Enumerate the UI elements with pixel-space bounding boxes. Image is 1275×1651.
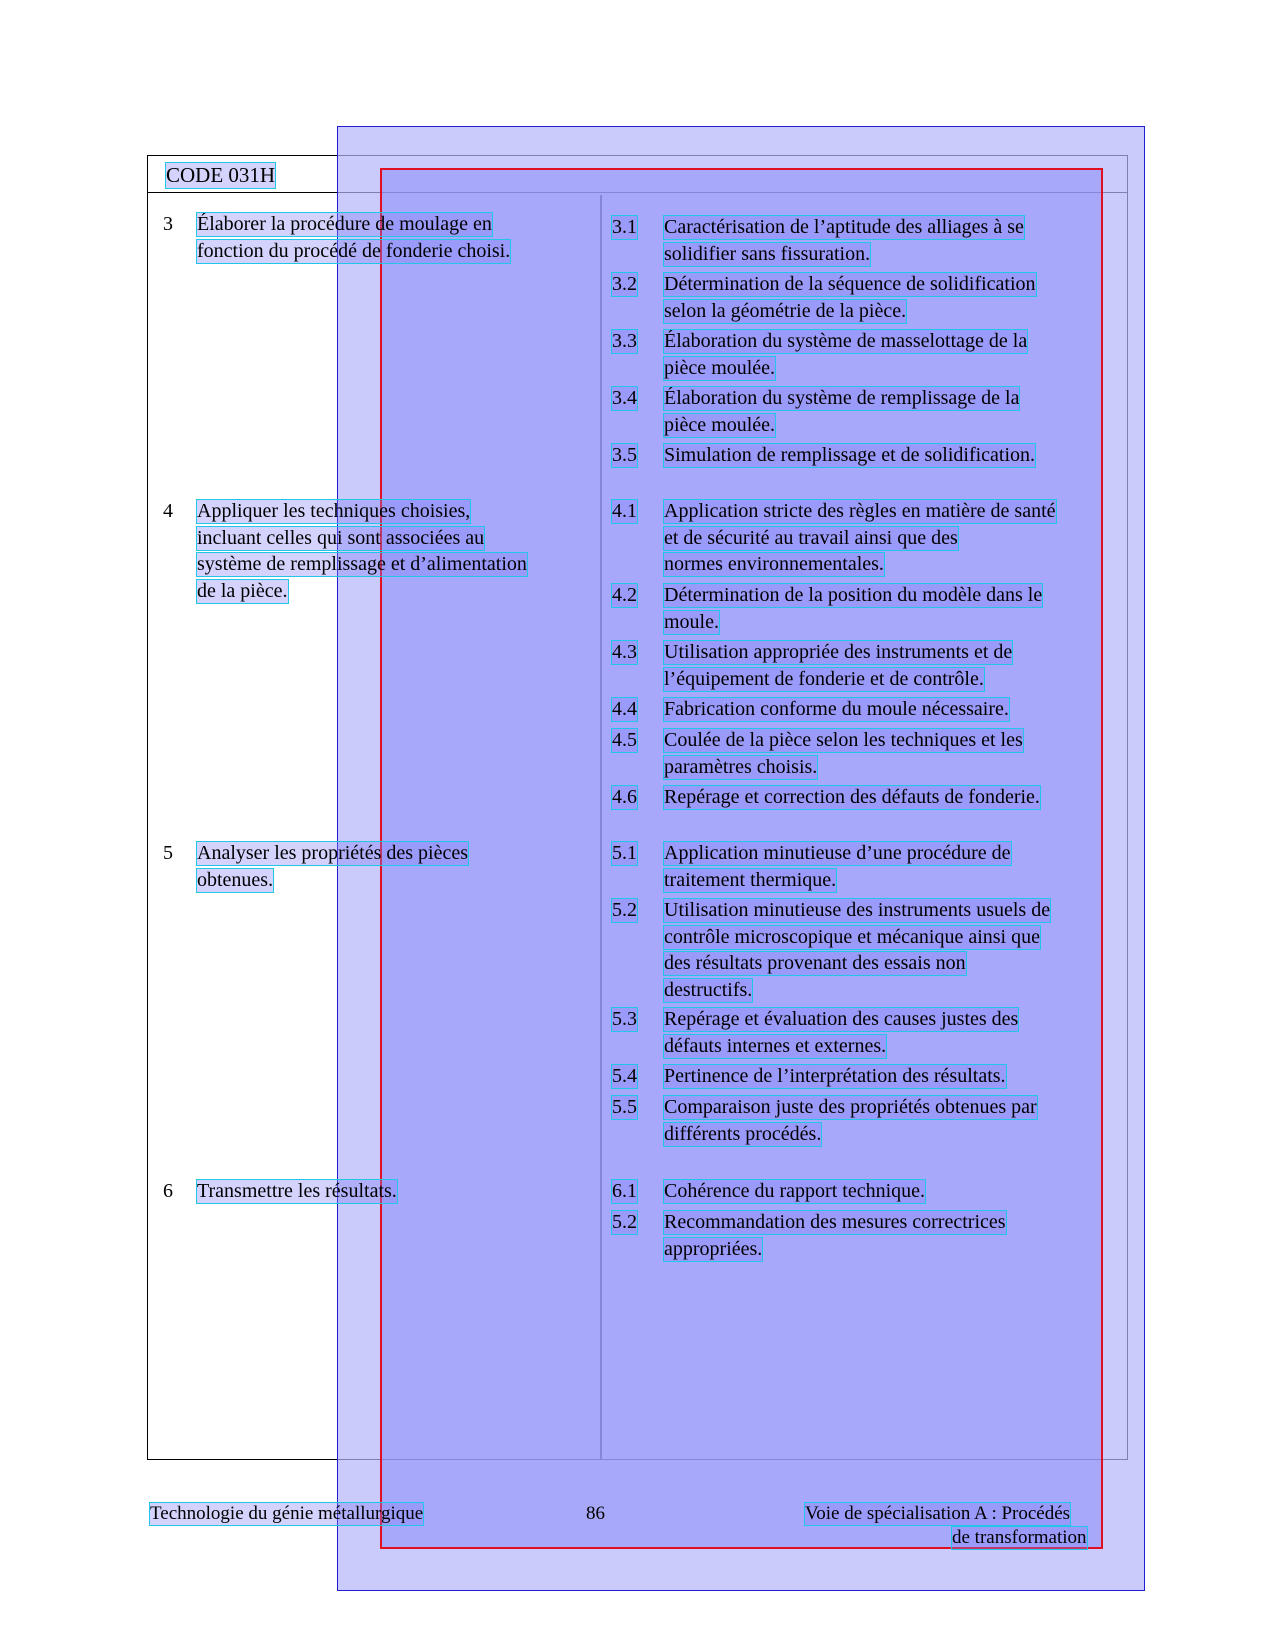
criterion-4-4 bbox=[612, 698, 1112, 725]
competency-text: Transmettre les résultats. bbox=[197, 1180, 397, 1202]
criterion-number: 5.3 bbox=[612, 1008, 637, 1030]
criterion-number: 4.2 bbox=[612, 584, 637, 606]
criterion-number: 4.4 bbox=[612, 698, 637, 720]
criterion-text: paramètres choisis. bbox=[664, 755, 818, 778]
footer-program-line2: de transformation bbox=[952, 1527, 1087, 1548]
criterion-4-5 bbox=[612, 729, 1112, 782]
criterion-text: appropriées. bbox=[664, 1237, 763, 1260]
criterion-number: 3.5 bbox=[612, 444, 637, 466]
criterion-text: solidifier sans fissuration. bbox=[664, 242, 871, 265]
criterion-6-1 bbox=[612, 1180, 1112, 1207]
competency-number: 5 bbox=[163, 842, 173, 864]
competency-text: Élaborer la procédure de moulage en bbox=[197, 213, 492, 235]
footer-title: Technologie du génie métallurgique bbox=[150, 1503, 424, 1524]
criterion-number: 4.6 bbox=[612, 786, 637, 808]
criterion-text: Application minutieuse d’une procédure de bbox=[664, 842, 1011, 864]
criterion-number: 4.3 bbox=[612, 641, 637, 663]
criterion-number: 4.1 bbox=[612, 500, 637, 522]
criterion-number: 5.4 bbox=[612, 1065, 637, 1087]
criterion-text: Utilisation minutieuse des instruments usuels de bbox=[664, 899, 1051, 921]
criterion-text: destructifs. bbox=[664, 978, 753, 1001]
criterion-text: Repérage et évaluation des causes justes des bbox=[664, 1008, 1019, 1030]
criterion-number: 5.1 bbox=[612, 842, 637, 864]
criterion-text: défauts internes et externes. bbox=[664, 1034, 887, 1057]
criterion-text: moule. bbox=[664, 610, 719, 633]
competency-number: 3 bbox=[163, 213, 173, 235]
competency-number: 4 bbox=[163, 500, 173, 522]
criterion-3-1 bbox=[612, 216, 1112, 269]
criterion-text: pièce moulée. bbox=[664, 413, 776, 436]
criterion-3-5 bbox=[612, 444, 1112, 471]
criterion-text: Repérage et correction des défauts de fonderie. bbox=[664, 786, 1040, 808]
criterion-number: 3.2 bbox=[612, 273, 637, 295]
criterion-number: 5.5 bbox=[612, 1096, 637, 1118]
criterion-5-5 bbox=[612, 1096, 1112, 1149]
criterion-text: des résultats provenant des essais non bbox=[664, 952, 966, 974]
criterion-text: traitement thermique. bbox=[664, 868, 837, 891]
criterion-text: normes environnementales. bbox=[664, 553, 884, 575]
criterion-text: contrôle microscopique et mécanique ainsi que bbox=[664, 925, 1040, 948]
criterion-text: Utilisation appropriée des instruments et de bbox=[664, 641, 1013, 663]
competency-text: système de remplissage et d’alimentation bbox=[197, 553, 527, 575]
criterion-number: 5.2 bbox=[612, 1211, 637, 1233]
criterion-number: 3.4 bbox=[612, 387, 637, 409]
criterion-text: Simulation de remplissage et de solidification. bbox=[664, 444, 1036, 466]
criterion-number: 3.1 bbox=[612, 216, 637, 238]
criterion-text: Pertinence de l’interprétation des résultats. bbox=[664, 1065, 1006, 1087]
criterion-4-2 bbox=[612, 584, 1112, 637]
criterion-4-3 bbox=[612, 641, 1112, 694]
competency-number: 6 bbox=[163, 1180, 173, 1202]
criterion-text: Élaboration du système de remplissage de la bbox=[664, 387, 1020, 409]
criterion-text: Caractérisation de l’aptitude des alliages à se bbox=[664, 216, 1024, 238]
criterion-text: pièce moulée. bbox=[664, 356, 776, 379]
criterion-text: Élaboration du système de masselottage de la bbox=[664, 330, 1028, 352]
criterion-3-3 bbox=[612, 330, 1112, 383]
criterion-number: 3.3 bbox=[612, 330, 637, 352]
criterion-4-1 bbox=[612, 500, 1112, 580]
competency-text: Appliquer les techniques choisies, bbox=[197, 500, 471, 522]
criterion-text: différents procédés. bbox=[664, 1122, 822, 1145]
criterion-number: 6.1 bbox=[612, 1180, 637, 1202]
criterion-text: Détermination de la séquence de solidification bbox=[664, 273, 1036, 295]
criterion-text: Cohérence du rapport technique. bbox=[664, 1180, 926, 1202]
criterion-text: Recommandation des mesures correctrices bbox=[664, 1211, 1006, 1233]
criterion-text: Comparaison juste des propriétés obtenues par bbox=[664, 1096, 1037, 1118]
criterion-5-3 bbox=[612, 1008, 1112, 1061]
criterion-text: Application stricte des règles en matière de santé bbox=[664, 500, 1056, 522]
criterion-text: Coulée de la pièce selon les techniques et les bbox=[664, 729, 1023, 751]
criterion-text: Fabrication conforme du moule nécessaire. bbox=[664, 698, 1009, 720]
criterion-5-1 bbox=[612, 842, 1112, 895]
criterion-text: et de sécurité au travail ainsi que des bbox=[664, 526, 958, 549]
criterion-text: l’équipement de fonderie et de contrôle. bbox=[664, 667, 984, 690]
footer-page-number: 86 bbox=[586, 1503, 605, 1524]
code-label: CODE 031H bbox=[166, 163, 276, 187]
criterion-3-2 bbox=[612, 273, 1112, 326]
criterion-text: selon la géométrie de la pièce. bbox=[664, 299, 907, 322]
competency-text: de la pièce. bbox=[197, 579, 288, 602]
footer-program-line1: Voie de spécialisation A : Procédés bbox=[805, 1503, 1071, 1524]
criterion-3-4 bbox=[612, 387, 1112, 440]
criterion-5-2 bbox=[612, 899, 1112, 1005]
criterion-text: Détermination de la position du modèle dans le bbox=[664, 584, 1043, 606]
criterion-number: 4.5 bbox=[612, 729, 637, 751]
competency-text: obtenues. bbox=[197, 868, 274, 891]
criterion-5-4 bbox=[612, 1065, 1112, 1092]
criterion-number: 5.2 bbox=[612, 899, 637, 921]
competency-text: incluant celles qui sont associées au bbox=[197, 526, 485, 549]
competency-text: Analyser les propriétés des pièces bbox=[197, 842, 469, 864]
competency-text: fonction du procédé de fonderie choisi. bbox=[197, 239, 511, 262]
criterion-6-2 bbox=[612, 1211, 1112, 1264]
criterion-4-6 bbox=[612, 786, 1112, 813]
